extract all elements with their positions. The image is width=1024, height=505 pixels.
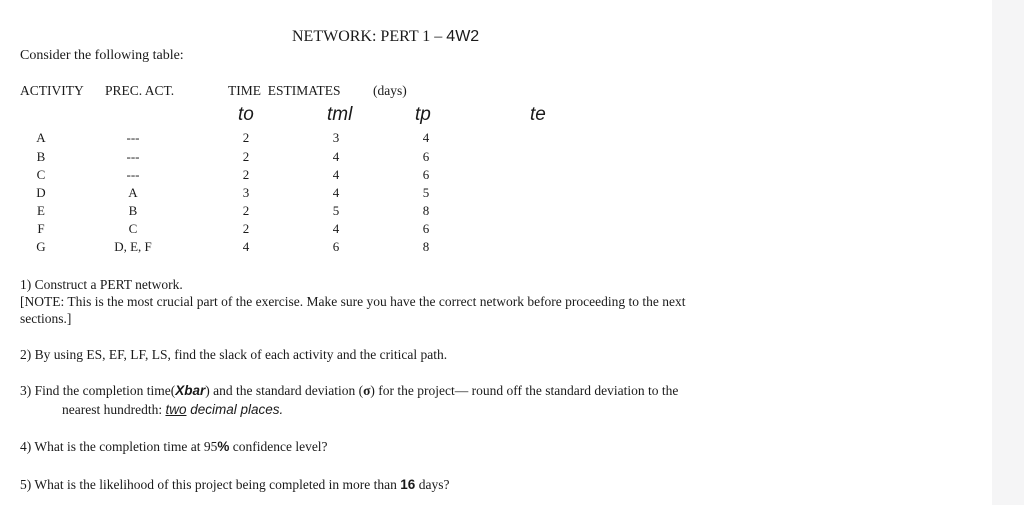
cell-tp: 8 [422, 203, 430, 218]
symbol-tml: tml [327, 104, 353, 125]
q3-two: two [165, 402, 187, 417]
cell-tml: 4 [332, 185, 340, 200]
cell-tp: 6 [422, 149, 430, 164]
cell-to: 2 [242, 221, 250, 236]
q3-text-b: ) and the standard deviation ( [205, 383, 364, 398]
page-title [292, 28, 479, 46]
cell-prec: D, E, F [114, 239, 152, 254]
intro-text: Consider the following table: [20, 48, 184, 63]
question-3-cont [62, 401, 283, 419]
q3-xbar: Xbar [175, 383, 206, 398]
symbol-tp: tp [415, 104, 431, 125]
q3-line2-a: nearest hundredth: [62, 402, 166, 417]
cell-to: 2 [242, 149, 250, 164]
cell-activity: A [36, 130, 46, 145]
question-1: 1) Construct a PERT network. [20, 277, 183, 292]
q3-line2-b: decimal places. [186, 402, 284, 417]
header-prec-act: PREC. ACT. [105, 83, 175, 98]
cell-activity: B [36, 149, 46, 164]
cell-to: 3 [242, 185, 250, 200]
cell-prec: B [128, 203, 138, 218]
cell-to: 2 [242, 203, 250, 218]
cell-tml: 4 [332, 167, 340, 182]
cell-tp: 4 [422, 130, 430, 145]
question-1-note-cont: sections.] [20, 311, 72, 326]
title-text: NETWORK: PERT 1 – [292, 28, 447, 45]
cell-to: 4 [242, 239, 250, 254]
question-1-note: [NOTE: This is the most crucial part of the exercise. Make sure you have the correct network before proceeding to the next [20, 294, 686, 309]
cell-tp: 5 [422, 185, 430, 200]
cell-prec: --- [126, 130, 140, 145]
cell-tml: 6 [332, 239, 340, 254]
cell-prec: --- [126, 167, 140, 182]
q4-percent: % [217, 439, 230, 454]
q3-sigma: σ [363, 383, 371, 398]
q5-days: 16 [400, 477, 416, 492]
q3-text-c: ) for the project— round off the standard deviation to the [370, 383, 679, 398]
cell-prec: --- [126, 149, 140, 164]
q4-text-a: 4) What is the completion time at 95 [20, 439, 218, 454]
q5-text-b: days? [415, 477, 450, 492]
symbol-te: te [530, 104, 546, 125]
cell-tml: 3 [332, 130, 340, 145]
cell-tp: 8 [422, 239, 430, 254]
cell-activity: G [36, 239, 46, 254]
cell-activity: C [36, 167, 46, 182]
symbol-to: to [238, 104, 254, 125]
question-2: 2) By using ES, EF, LF, LS, find the slack of each activity and the critical path. [20, 347, 448, 362]
cell-tp: 6 [422, 167, 430, 182]
cell-to: 2 [242, 167, 250, 182]
cell-activity: D [36, 185, 46, 200]
cell-tml: 4 [332, 221, 340, 236]
q3-text-a: 3) Find the completion time( [20, 383, 176, 398]
cell-prec: C [128, 221, 138, 236]
cell-tml: 5 [332, 203, 340, 218]
question-5 [20, 476, 449, 494]
q4-text-b: confidence level? [229, 439, 328, 454]
cell-activity: E [37, 203, 45, 218]
cell-tp: 6 [422, 221, 430, 236]
header-activity: ACTIVITY [20, 83, 84, 98]
question-4 [20, 438, 328, 456]
cell-tml: 4 [332, 149, 340, 164]
cell-activity: F [37, 221, 45, 236]
header-time-estimates: TIME ESTIMATES [228, 83, 341, 98]
title-code: 4W2 [446, 28, 480, 45]
question-3 [20, 382, 678, 400]
header-days: (days) [373, 83, 407, 98]
q5-text-a: 5) What is the likelihood of this project being completed in more than [20, 477, 401, 492]
cell-to: 2 [242, 130, 250, 145]
cell-prec: A [128, 185, 138, 200]
